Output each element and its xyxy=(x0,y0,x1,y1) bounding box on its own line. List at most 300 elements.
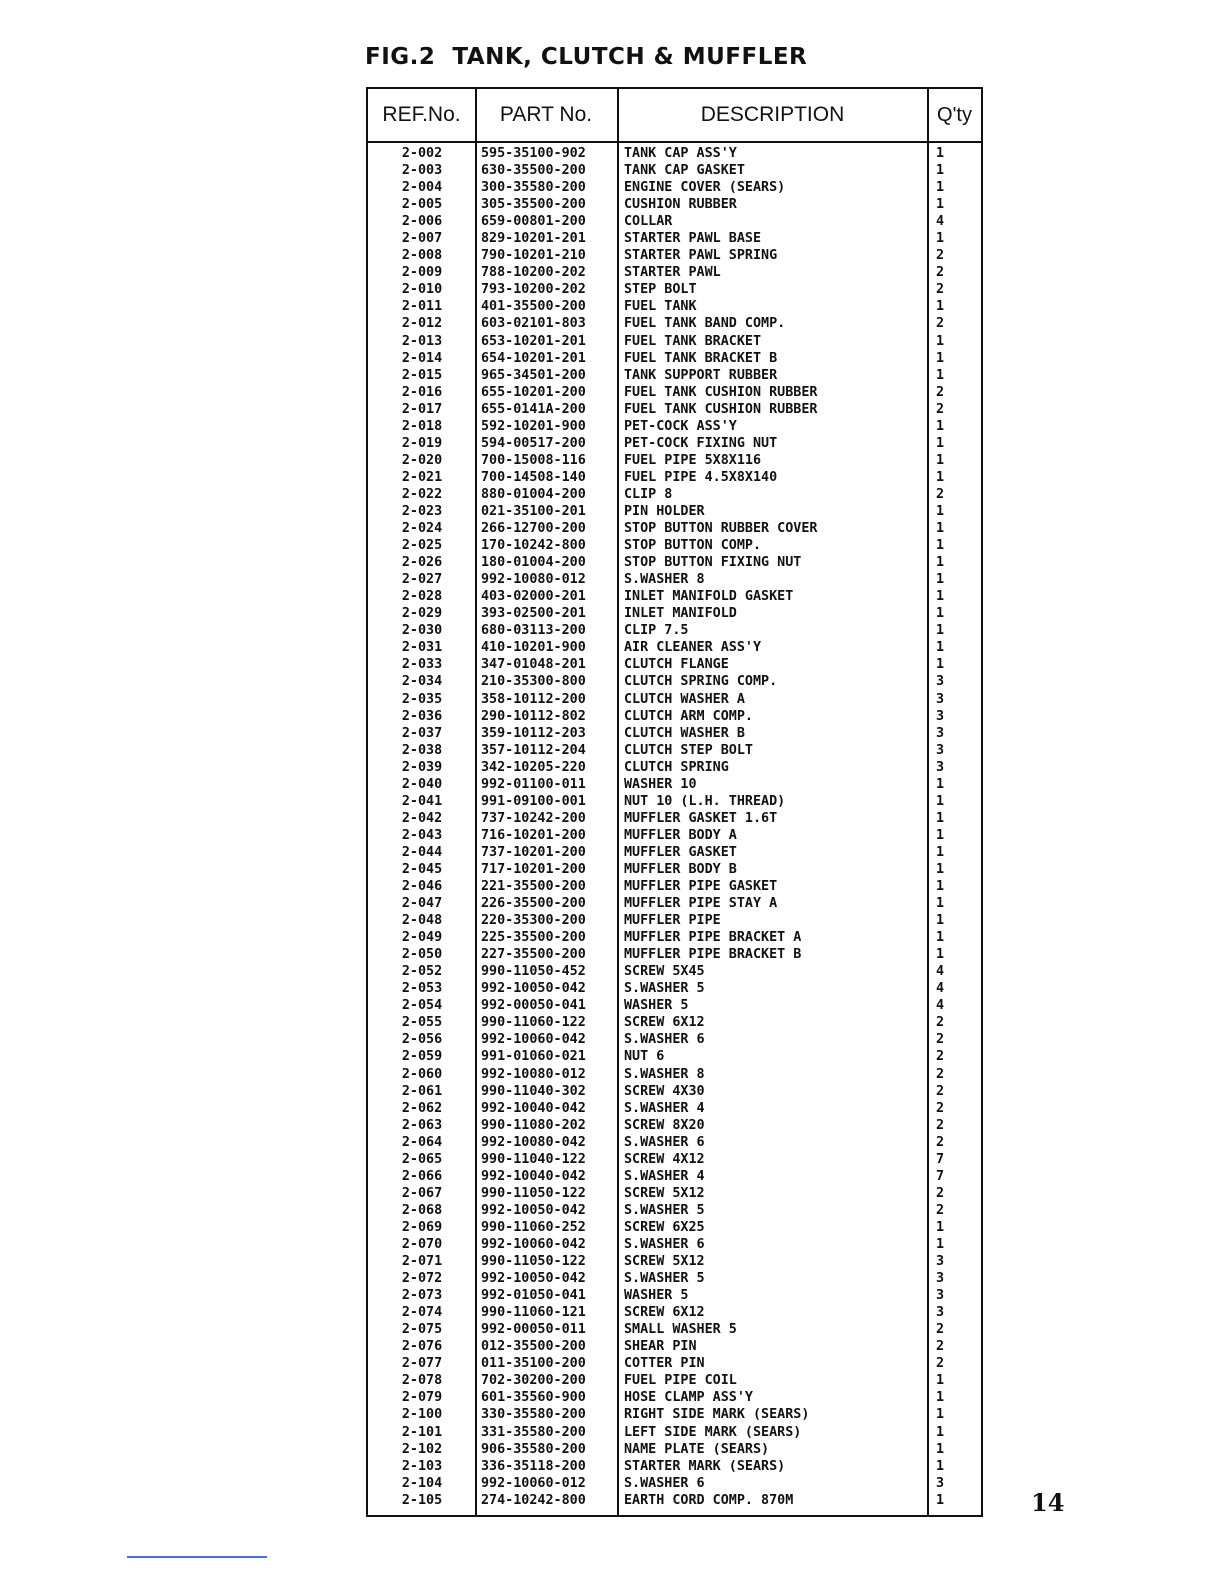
qty-cell: 1 xyxy=(936,589,945,605)
description-cell: CLUTCH FLANGE xyxy=(624,657,729,673)
description-cell: SHEAR PIN xyxy=(624,1339,697,1355)
table-row xyxy=(368,230,981,247)
part-no-cell: 336-35118-200 xyxy=(481,1458,586,1474)
table-row xyxy=(368,247,981,264)
description-cell: TANK CAP ASS'Y xyxy=(624,146,737,161)
ref-no-cell: 2-008 xyxy=(401,248,443,264)
description-cell: S.WASHER 5 xyxy=(624,981,705,997)
table-row xyxy=(368,1372,981,1389)
table-row xyxy=(368,384,981,401)
table-row xyxy=(368,997,981,1014)
table-row xyxy=(368,1321,981,1338)
part-no-cell: 992-10050-042 xyxy=(481,1202,586,1218)
header-qty: Q'ty xyxy=(928,89,981,143)
table-row xyxy=(368,605,981,622)
ref-no-cell: 2-055 xyxy=(401,1015,443,1031)
description-cell: EARTH CORD COMP. 870M xyxy=(624,1492,794,1508)
description-cell: STARTER MARK (SEARS) xyxy=(624,1458,786,1474)
part-no-cell: 342-10205-220 xyxy=(481,759,586,775)
description-cell: SCREW 6X25 xyxy=(624,1219,705,1235)
part-no-cell: 702-30200-200 xyxy=(481,1373,586,1389)
stray-line xyxy=(127,1556,267,1558)
qty-cell: 2 xyxy=(936,1032,945,1048)
part-no-cell: 992-10060-012 xyxy=(481,1475,586,1491)
description-cell: CLIP 7.5 xyxy=(624,623,689,639)
description-cell: S.WASHER 6 xyxy=(624,1032,705,1048)
qty-cell: 1 xyxy=(936,913,945,929)
description-cell: LEFT SIDE MARK (SEARS) xyxy=(624,1424,802,1440)
qty-cell: 1 xyxy=(936,606,945,622)
table-row xyxy=(368,827,981,844)
ref-no-cell: 2-105 xyxy=(401,1492,443,1508)
ref-no-cell: 2-076 xyxy=(401,1339,443,1355)
part-no-cell: 011-35100-200 xyxy=(481,1356,586,1372)
part-no-cell: 990-11060-252 xyxy=(481,1219,586,1235)
ref-no-cell: 2-024 xyxy=(401,521,443,537)
table-row xyxy=(368,213,981,230)
table-row xyxy=(368,281,981,298)
part-no-cell: 401-35500-200 xyxy=(481,299,586,315)
part-no-cell: 210-35300-800 xyxy=(481,674,586,690)
description-cell: S.WASHER 6 xyxy=(624,1134,705,1150)
table-row xyxy=(368,486,981,503)
ref-no-cell: 2-025 xyxy=(401,538,443,554)
ref-no-cell: 2-066 xyxy=(401,1168,443,1184)
description-cell: CLUTCH STEP BOLT xyxy=(624,742,753,758)
qty-cell: 4 xyxy=(936,214,945,230)
qty-cell: 1 xyxy=(936,555,945,571)
qty-cell: 4 xyxy=(936,981,945,997)
qty-cell: 3 xyxy=(936,1271,945,1287)
qty-cell: 1 xyxy=(936,299,945,315)
table-row xyxy=(368,1219,981,1236)
ref-no-cell: 2-065 xyxy=(401,1151,443,1167)
part-no-cell: 227-35500-200 xyxy=(481,947,586,963)
table-row xyxy=(368,861,981,878)
part-no-cell: 653-10201-201 xyxy=(481,333,586,349)
qty-cell: 1 xyxy=(936,418,945,434)
table-row xyxy=(368,1134,981,1151)
part-no-cell: 992-10050-042 xyxy=(481,981,586,997)
table-row xyxy=(368,179,981,196)
description-cell: INLET MANIFOLD GASKET xyxy=(624,589,794,605)
description-cell: MUFFLER PIPE xyxy=(624,913,721,929)
description-cell: S.WASHER 5 xyxy=(624,1271,705,1287)
description-cell: MUFFLER BODY B xyxy=(624,861,737,877)
description-cell: FUEL TANK CUSHION RUBBER xyxy=(624,384,818,400)
description-cell: MUFFLER PIPE GASKET xyxy=(624,879,778,895)
table-row xyxy=(368,1389,981,1406)
ref-no-cell: 2-063 xyxy=(401,1117,443,1133)
ref-no-cell: 2-021 xyxy=(401,469,443,485)
table-row xyxy=(368,350,981,367)
part-no-cell: 403-02000-201 xyxy=(481,589,586,605)
qty-cell: 2 xyxy=(936,384,945,400)
description-cell: SCREW 5X12 xyxy=(624,1254,705,1270)
table-row xyxy=(368,367,981,384)
qty-cell: 1 xyxy=(936,350,945,366)
qty-cell: 1 xyxy=(936,1237,945,1252)
part-no-cell: 359-10112-203 xyxy=(481,725,586,741)
ref-no-cell: 2-046 xyxy=(401,879,443,895)
description-cell: S.WASHER 4 xyxy=(624,1168,705,1184)
description-cell: STARTER PAWL SPRING xyxy=(624,248,778,264)
table-row xyxy=(368,639,981,656)
description-cell: S.WASHER 8 xyxy=(624,572,705,588)
part-no-cell: 594-00517-200 xyxy=(481,435,586,451)
description-cell: TANK CAP GASKET xyxy=(624,163,745,179)
part-no-cell: 990-11050-122 xyxy=(481,1254,586,1270)
table-row xyxy=(368,520,981,537)
description-cell: MUFFLER PIPE BRACKET A xyxy=(624,930,802,946)
part-no-cell: 357-10112-204 xyxy=(481,742,586,758)
qty-cell: 2 xyxy=(936,1049,945,1065)
description-cell: STOP BUTTON FIXING NUT xyxy=(624,555,802,571)
ref-no-cell: 2-045 xyxy=(401,861,443,877)
table-row xyxy=(368,1236,981,1253)
description-cell: SCREW 4X30 xyxy=(624,1083,705,1099)
qty-cell: 1 xyxy=(936,1458,945,1474)
ref-no-cell: 2-017 xyxy=(401,401,443,417)
part-no-cell: 680-03113-200 xyxy=(481,623,586,639)
table-row xyxy=(368,1406,981,1423)
part-no-cell: 992-00050-011 xyxy=(481,1322,586,1338)
table-row xyxy=(368,793,981,810)
part-no-cell: 992-01100-011 xyxy=(481,776,586,792)
qty-cell: 7 xyxy=(936,1151,945,1167)
qty-cell: 1 xyxy=(936,879,945,895)
qty-cell: 2 xyxy=(936,1134,945,1150)
part-no-cell: 700-14508-140 xyxy=(481,469,586,485)
qty-cell: 2 xyxy=(936,1100,945,1116)
qty-cell: 4 xyxy=(936,998,945,1014)
qty-cell: 3 xyxy=(936,1475,945,1491)
qty-cell: 1 xyxy=(936,452,945,468)
qty-cell: 1 xyxy=(936,503,945,519)
ref-no-cell: 2-054 xyxy=(401,998,443,1014)
part-no-cell: 330-35580-200 xyxy=(481,1407,586,1423)
part-no-cell: 225-35500-200 xyxy=(481,930,586,946)
table-row xyxy=(368,1424,981,1441)
description-cell: WASHER 10 xyxy=(624,776,697,792)
part-no-cell: 630-35500-200 xyxy=(481,163,586,179)
qty-cell: 1 xyxy=(936,930,945,946)
qty-cell: 2 xyxy=(936,1066,945,1082)
qty-cell: 1 xyxy=(936,435,945,451)
description-cell: SCREW 6X12 xyxy=(624,1305,705,1321)
ref-no-cell: 2-002 xyxy=(401,146,443,161)
part-no-cell: 990-11050-122 xyxy=(481,1185,586,1201)
part-no-cell: 992-10060-042 xyxy=(481,1032,586,1048)
description-cell: MUFFLER PIPE BRACKET B xyxy=(624,947,802,963)
qty-cell: 2 xyxy=(936,401,945,417)
ref-no-cell: 2-078 xyxy=(401,1373,443,1389)
table-row xyxy=(368,1475,981,1492)
ref-no-cell: 2-023 xyxy=(401,503,443,519)
ref-no-cell: 2-015 xyxy=(401,367,443,383)
table-body xyxy=(368,145,981,1511)
table-row xyxy=(368,571,981,588)
part-no-cell: 347-01048-201 xyxy=(481,657,586,673)
qty-cell: 2 xyxy=(936,1322,945,1338)
ref-no-cell: 2-073 xyxy=(401,1288,443,1304)
qty-cell: 1 xyxy=(936,623,945,639)
ref-no-cell: 2-049 xyxy=(401,930,443,946)
qty-cell: 2 xyxy=(936,486,945,502)
part-no-cell: 393-02500-201 xyxy=(481,606,586,622)
qty-cell: 1 xyxy=(936,333,945,349)
qty-cell: 2 xyxy=(936,1117,945,1133)
part-no-cell: 990-11050-452 xyxy=(481,964,586,980)
description-cell: SCREW 5X12 xyxy=(624,1185,705,1201)
part-no-cell: 990-11060-121 xyxy=(481,1305,586,1321)
header-description: DESCRIPTION xyxy=(617,89,928,143)
ref-no-cell: 2-037 xyxy=(401,725,443,741)
table-row xyxy=(368,1185,981,1202)
qty-cell: 3 xyxy=(936,742,945,758)
qty-cell: 1 xyxy=(936,640,945,656)
table-row xyxy=(368,503,981,520)
part-no-cell: 992-10080-012 xyxy=(481,1066,586,1082)
part-no-cell: 290-10112-802 xyxy=(481,708,586,724)
qty-cell: 7 xyxy=(936,1168,945,1184)
header-part-no: PART No. xyxy=(475,89,617,143)
part-no-cell: 410-10201-900 xyxy=(481,640,586,656)
ref-no-cell: 2-031 xyxy=(401,640,443,656)
table-row xyxy=(368,656,981,673)
ref-no-cell: 2-010 xyxy=(401,282,443,298)
part-no-cell: 300-35580-200 xyxy=(481,180,586,196)
part-no-cell: 305-35500-200 xyxy=(481,197,586,213)
ref-no-cell: 2-022 xyxy=(401,486,443,502)
description-cell: FUEL PIPE 5X8X116 xyxy=(624,452,762,468)
part-no-cell: 220-35300-200 xyxy=(481,913,586,929)
description-cell: NAME PLATE (SEARS) xyxy=(624,1441,770,1457)
ref-no-cell: 2-064 xyxy=(401,1134,443,1150)
part-no-cell: 992-10050-042 xyxy=(481,1271,586,1287)
description-cell: PET-COCK FIXING NUT xyxy=(624,435,778,451)
description-cell: PIN HOLDER xyxy=(624,503,705,519)
table-row xyxy=(368,162,981,179)
qty-cell: 3 xyxy=(936,1305,945,1321)
table-row xyxy=(368,673,981,690)
ref-no-cell: 2-048 xyxy=(401,913,443,929)
ref-no-cell: 2-034 xyxy=(401,674,443,690)
qty-cell: 3 xyxy=(936,674,945,690)
ref-no-cell: 2-039 xyxy=(401,759,443,775)
part-no-cell: 221-35500-200 xyxy=(481,879,586,895)
table-row xyxy=(368,946,981,963)
table-row xyxy=(368,895,981,912)
part-no-cell: 170-10242-800 xyxy=(481,538,586,554)
description-cell: S.WASHER 6 xyxy=(624,1237,705,1252)
ref-no-cell: 2-003 xyxy=(401,163,443,179)
qty-cell: 1 xyxy=(936,146,945,161)
description-cell: CLUTCH SPRING xyxy=(624,759,729,775)
qty-cell: 1 xyxy=(936,1390,945,1406)
qty-cell: 3 xyxy=(936,759,945,775)
part-no-cell: 226-35500-200 xyxy=(481,896,586,912)
figure-title: FIG.2 TANK, CLUTCH & MUFFLER xyxy=(365,44,808,70)
ref-no-cell: 2-101 xyxy=(401,1424,443,1440)
qty-cell: 1 xyxy=(936,1492,945,1508)
description-cell: STOP BUTTON COMP. xyxy=(624,538,762,554)
table-row xyxy=(368,1168,981,1185)
qty-cell: 2 xyxy=(936,248,945,264)
qty-cell: 1 xyxy=(936,521,945,537)
ref-no-cell: 2-103 xyxy=(401,1458,443,1474)
ref-no-cell: 2-100 xyxy=(401,1407,443,1423)
ref-no-cell: 2-044 xyxy=(401,844,443,860)
ref-no-cell: 2-067 xyxy=(401,1185,443,1201)
description-cell: NUT 10 (L.H. THREAD) xyxy=(624,793,786,809)
part-no-cell: 655-10201-200 xyxy=(481,384,586,400)
part-no-cell: 595-35100-902 xyxy=(481,146,586,161)
table-row xyxy=(368,980,981,997)
part-no-cell: 992-10060-042 xyxy=(481,1237,586,1252)
ref-no-cell: 2-052 xyxy=(401,964,443,980)
table-row xyxy=(368,1100,981,1117)
description-cell: AIR CLEANER ASS'Y xyxy=(624,640,762,656)
ref-no-cell: 2-079 xyxy=(401,1390,443,1406)
table-row xyxy=(368,298,981,315)
table-row xyxy=(368,196,981,213)
table-row xyxy=(368,1441,981,1458)
description-cell: FUEL TANK CUSHION RUBBER xyxy=(624,401,818,417)
qty-cell: 1 xyxy=(936,1441,945,1457)
qty-cell: 1 xyxy=(936,180,945,196)
description-cell: CLUTCH SPRING COMP. xyxy=(624,674,778,690)
description-cell: FUEL PIPE COIL xyxy=(624,1373,737,1389)
description-cell: NUT 6 xyxy=(624,1049,665,1065)
qty-cell: 2 xyxy=(936,316,945,332)
table-row xyxy=(368,1492,981,1509)
table-row xyxy=(368,1202,981,1219)
description-cell: MUFFLER BODY A xyxy=(624,827,737,843)
description-cell: HOSE CLAMP ASS'Y xyxy=(624,1390,753,1406)
table-row xyxy=(368,1066,981,1083)
part-no-cell: 737-10242-200 xyxy=(481,810,586,826)
qty-cell: 4 xyxy=(936,964,945,980)
qty-cell: 1 xyxy=(936,896,945,912)
ref-no-cell: 2-102 xyxy=(401,1441,443,1457)
qty-cell: 1 xyxy=(936,1219,945,1235)
description-cell: CLUTCH ARM COMP. xyxy=(624,708,753,724)
ref-no-cell: 2-004 xyxy=(401,180,443,196)
part-no-cell: 592-10201-900 xyxy=(481,418,586,434)
ref-no-cell: 2-071 xyxy=(401,1254,443,1270)
part-no-cell: 906-35580-200 xyxy=(481,1441,586,1457)
table-row xyxy=(368,1151,981,1168)
ref-no-cell: 2-020 xyxy=(401,452,443,468)
parts-table xyxy=(366,87,983,1517)
description-cell: MUFFLER GASKET xyxy=(624,844,737,860)
table-row xyxy=(368,435,981,452)
qty-cell: 1 xyxy=(936,163,945,179)
part-no-cell: 990-11040-122 xyxy=(481,1151,586,1167)
description-cell: PET-COCK ASS'Y xyxy=(624,418,737,434)
ref-no-cell: 2-068 xyxy=(401,1202,443,1218)
description-cell: S.WASHER 4 xyxy=(624,1100,705,1116)
qty-cell: 1 xyxy=(936,1407,945,1423)
ref-no-cell: 2-069 xyxy=(401,1219,443,1235)
part-no-cell: 700-15008-116 xyxy=(481,452,586,468)
part-no-cell: 992-00050-041 xyxy=(481,998,586,1014)
qty-cell: 3 xyxy=(936,708,945,724)
part-no-cell: 990-11080-202 xyxy=(481,1117,586,1133)
part-no-cell: 180-01004-200 xyxy=(481,555,586,571)
table-row xyxy=(368,469,981,486)
description-cell: CUSHION RUBBER xyxy=(624,197,737,213)
table-row xyxy=(368,776,981,793)
qty-cell: 1 xyxy=(936,367,945,383)
part-no-cell: 659-00801-200 xyxy=(481,214,586,230)
description-cell: FUEL TANK BAND COMP. xyxy=(624,316,786,332)
table-row xyxy=(368,622,981,639)
ref-no-cell: 2-019 xyxy=(401,435,443,451)
table-row xyxy=(368,912,981,929)
page-number: 14 xyxy=(1031,1488,1065,1517)
qty-cell: 3 xyxy=(936,1288,945,1304)
description-cell: CLUTCH WASHER A xyxy=(624,691,745,707)
part-no-cell: 965-34501-200 xyxy=(481,367,586,383)
ref-no-cell: 2-061 xyxy=(401,1083,443,1099)
part-no-cell: 601-35560-900 xyxy=(481,1390,586,1406)
description-cell: WASHER 5 xyxy=(624,1288,689,1304)
table-row xyxy=(368,537,981,554)
table-row xyxy=(368,588,981,605)
description-cell: FUEL TANK BRACKET xyxy=(624,333,762,349)
table-row xyxy=(368,1270,981,1287)
part-no-cell: 603-02101-803 xyxy=(481,316,586,332)
description-cell: INLET MANIFOLD xyxy=(624,606,737,622)
qty-cell: 3 xyxy=(936,691,945,707)
description-cell: STEP BOLT xyxy=(624,282,697,298)
description-cell: FUEL TANK BRACKET B xyxy=(624,350,778,366)
qty-cell: 1 xyxy=(936,793,945,809)
table-row xyxy=(368,1031,981,1048)
description-cell: STARTER PAWL xyxy=(624,265,721,281)
table-row xyxy=(368,844,981,861)
qty-cell: 2 xyxy=(936,1356,945,1372)
ref-no-cell: 2-104 xyxy=(401,1475,443,1491)
table-row xyxy=(368,1083,981,1100)
ref-no-cell: 2-028 xyxy=(401,589,443,605)
ref-no-cell: 2-033 xyxy=(401,657,443,673)
description-cell: MUFFLER PIPE STAY A xyxy=(624,896,778,912)
ref-no-cell: 2-036 xyxy=(401,708,443,724)
table-row xyxy=(368,315,981,332)
ref-no-cell: 2-029 xyxy=(401,606,443,622)
table-row xyxy=(368,333,981,350)
ref-no-cell: 2-060 xyxy=(401,1066,443,1082)
ref-no-cell: 2-013 xyxy=(401,333,443,349)
description-cell: RIGHT SIDE MARK (SEARS) xyxy=(624,1407,810,1423)
part-no-cell: 274-10242-800 xyxy=(481,1492,586,1508)
ref-no-cell: 2-042 xyxy=(401,810,443,826)
ref-no-cell: 2-035 xyxy=(401,691,443,707)
table-row xyxy=(368,742,981,759)
table-row xyxy=(368,145,981,162)
ref-no-cell: 2-016 xyxy=(401,384,443,400)
ref-no-cell: 2-030 xyxy=(401,623,443,639)
qty-cell: 1 xyxy=(936,231,945,247)
table-row xyxy=(368,929,981,946)
qty-cell: 2 xyxy=(936,1015,945,1031)
part-no-cell: 788-10200-202 xyxy=(481,265,586,281)
ref-no-cell: 2-059 xyxy=(401,1049,443,1065)
qty-cell: 2 xyxy=(936,1202,945,1218)
